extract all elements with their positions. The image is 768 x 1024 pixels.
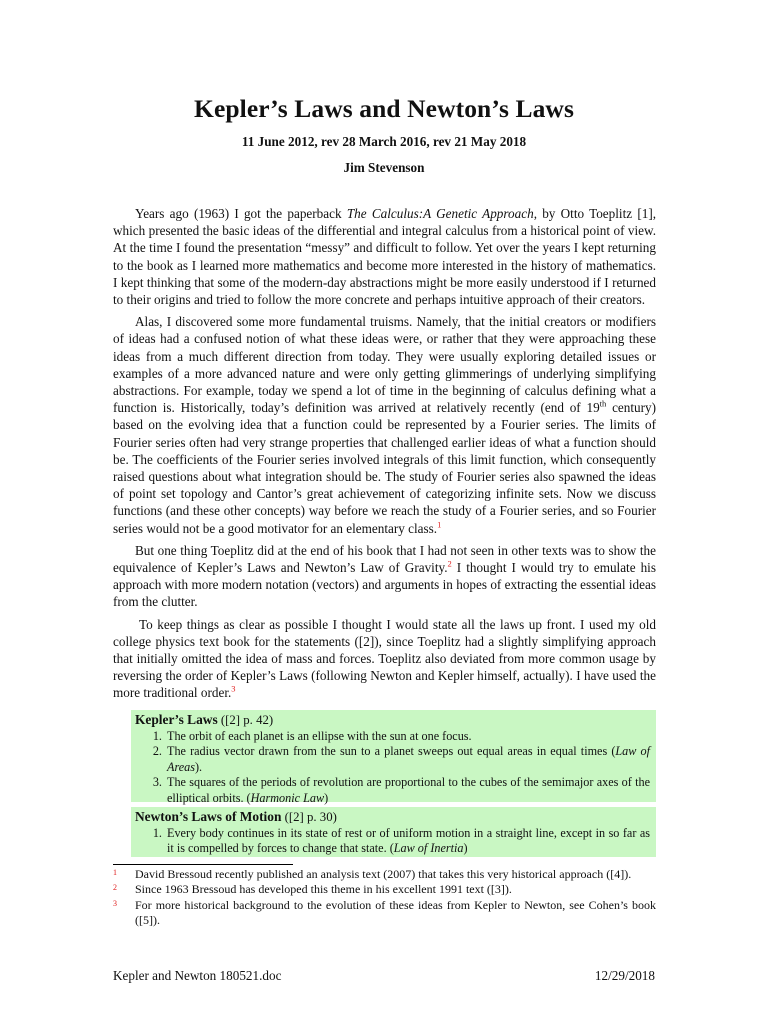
list-item <box>165 826 650 857</box>
list-item-tail: ) <box>324 790 329 805</box>
paragraph-3-text-b: I thought I would try to emulate his approach with more modern notation (vectors) and arguments in hopes of extracting the essential ideas from the clutter. <box>113 560 656 610</box>
footnote-ref-2[interactable]: 2 <box>447 558 452 569</box>
newtons-laws-heading <box>135 807 650 826</box>
paragraph-4 <box>113 616 656 702</box>
paragraph-2-text-b: century) based on the evolving idea that a function could be represented by a Fourier series. The limits of Fourier series often had very strange properties that challenged earlier ideas of what a function should be. The coefficients of the Fourier series involved integrals of this limit function, which consequently raised questions about what integration should be. The study of Fourier series also spawned the ideas of point set topology and Cantor’s great achievement of categorizing infinite sets. Now we discuss functions (and these other concepts) way before we reach the study of a Fourier series, and so Fourier series would not be a good motivator for an elementary class. <box>113 400 657 536</box>
keplers-laws-citation: ([2] p. 42) <box>217 713 274 727</box>
footnote-text: Since 1963 Bressoud has developed this theme in his excellent 1991 text ([3]). <box>135 882 512 897</box>
paragraph-4-text: To keep things as clear as possible I thought I would state all the laws up front. I used my old college physics text book for the statements ([2]), since Toeplitz had a slightly simplifying approach that initially omitted the idea of mass and forces. Toeplitz also deviated from more common usage by reversing the order of Kepler’s Laws (following Newton and Kepler himself, actually). I have used the more traditional order. <box>113 616 656 701</box>
paragraph-1 <box>113 205 656 308</box>
list-item-text: The squares of the periods of revolution are proportional to the cubes of the semimajor axes of the elliptical orbits. ( <box>167 775 650 805</box>
footnote <box>113 867 656 882</box>
paragraph-1-text-a: Years ago (1963) I got the paperback <box>135 206 347 221</box>
footer-filename: Kepler and Newton 180521.doc <box>113 968 282 983</box>
author-name: Jim Stevenson <box>343 160 425 175</box>
list-item-italic: Law of Areas <box>167 744 650 774</box>
footer-date: 12/29/2018 <box>594 968 655 983</box>
footnote-text: David Bressoud recently published an analysis text (2007) that takes this very historical approach ([4]). <box>135 867 632 881</box>
list-item <box>165 729 650 744</box>
footnote-ref-1[interactable]: 1 <box>437 519 442 530</box>
newtons-laws-title: Newton’s Laws of Motion <box>135 809 282 824</box>
footnote-separator <box>113 864 293 865</box>
keplers-laws-list <box>135 729 650 806</box>
paragraph-2-text-a: Alas, I discovered some more fundamental truisms. Namely, that the initial creators or modifiers of ideas had a confused notion of what these ideas were, or rather that they were approaching these ideas from a much different direction from today. They were usually exploring detailed issues or examples of a more advanced nature and were only getting glimmerings of underlying simplifying abstractions. For example, today we spend a lot of time in the beginning of calculus defining what a function is. Historically, today’s definition was arrived at relatively recently (end of 19 <box>113 314 656 416</box>
newtons-laws-list <box>135 826 650 857</box>
keplers-laws-box <box>131 710 656 805</box>
body-text <box>113 205 656 707</box>
superscript-th: th <box>599 398 607 409</box>
list-item-italic: Harmonic Law <box>250 790 325 805</box>
footnote-number: 3 <box>113 898 117 908</box>
keplers-laws-title: Kepler’s Laws <box>135 712 218 727</box>
keplers-laws-heading <box>135 710 650 729</box>
newtons-laws-box <box>131 807 656 857</box>
footnotes <box>113 867 656 928</box>
book-title: The Calculus:A Genetic Approach <box>346 206 534 221</box>
list-item-text: Every body continues in its state of rest or of uniform motion in a straight line, except in so far as it is compelled by forces to change that state. ( <box>167 826 650 856</box>
list-item-text: The radius vector drawn from the sun to a planet sweeps out equal areas in equal times ( <box>167 744 616 759</box>
list-item-text: The orbit of each planet is an ellipse with the sun at one focus. <box>167 729 472 743</box>
list-item <box>165 744 650 775</box>
document-title: Kepler’s Laws and Newton’s Laws <box>194 94 574 123</box>
list-item-italic: Law of Inertia <box>393 841 464 856</box>
revision-dates: 11 June 2012, rev 28 March 2016, rev 21 May 2018 <box>241 134 527 149</box>
footnote-text: For more historical background to the evolution of these ideas from Kepler to Newton, see Cohen’s book ([5]). <box>135 897 656 927</box>
paragraph-2 <box>113 313 656 537</box>
list-item <box>165 775 650 806</box>
paragraph-3-text-a: But one thing Toeplitz did at the end of his book that I had not seen in other texts was to show the equivalence of Kepler’s Laws and Newton’s Law of Gravity. <box>113 542 656 576</box>
footnote-number: 2 <box>113 883 117 893</box>
newtons-laws-citation: ([2] p. 30) <box>281 810 337 824</box>
paragraph-1-text-b: , by Otto Toeplitz [1], which presented the basic ideas of the differential and integral calculus from a historical point of view. At the time I found the presentation “messy” and difficult to follow. Yet over the years I kept returning to the book as I learned more mathematics and become more interested in the history of mathematics. I kept thinking that some of the modern-day abstractions might be more easily understood if I returned to their origins and tried to follow the more concrete and perhaps intuitive approach of their creators. <box>113 206 657 308</box>
list-item-tail: ). <box>194 759 203 774</box>
list-item-tail: ) <box>463 841 468 856</box>
footnote <box>113 898 656 929</box>
footnote-number: 1 <box>113 868 117 877</box>
footnote <box>113 882 656 897</box>
paragraph-3 <box>113 542 656 611</box>
footnote-ref-3[interactable]: 3 <box>231 684 236 695</box>
